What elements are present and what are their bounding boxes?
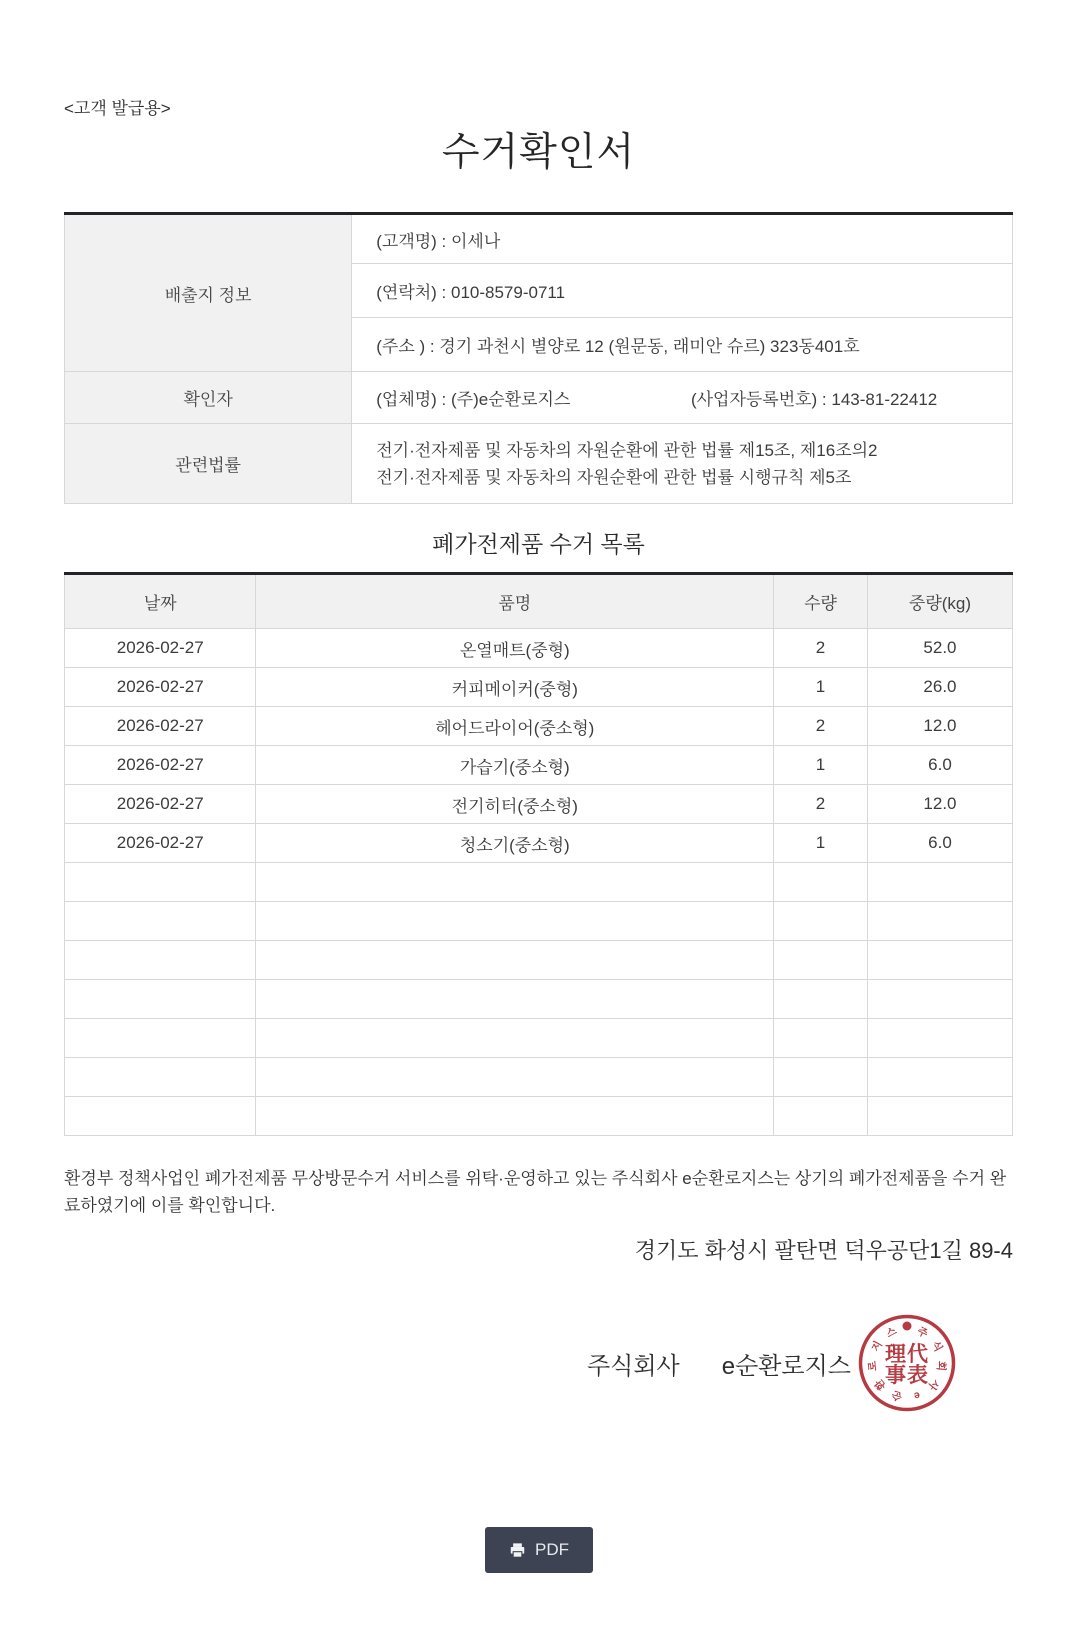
svg-text:지: 지: [869, 1339, 885, 1354]
svg-text:순: 순: [890, 1388, 904, 1403]
svg-text:사: 사: [925, 1376, 942, 1393]
svg-text:로: 로: [866, 1360, 880, 1372]
empty-row: [65, 863, 1013, 902]
date-cell: 2026-02-27: [65, 785, 256, 824]
weight-cell: 26.0: [867, 668, 1012, 707]
qty-cell: 1: [774, 746, 868, 785]
date-cell: 2026-02-27: [65, 824, 256, 863]
date-cell: 2026-02-27: [65, 746, 256, 785]
customer-name-cell: (고객명) : 이세나: [352, 214, 1013, 264]
confirmer-company-field: (업체명) : (주)e순환로지스: [376, 390, 571, 409]
empty-row: [65, 902, 1013, 941]
item-cell: 가습기(중소형): [256, 746, 774, 785]
info-label-confirmer: 확인자: [65, 372, 352, 424]
confirmation-statement: 환경부 정책사업인 폐가전제품 무상방문수거 서비스를 위탁·운영하고 있는 주식회사 e순환로지스는 상기의 폐가전제품을 수거 완료하였기에 이를 확인합니다.: [64, 1169, 1007, 1215]
item-cell: 청소기(중소형): [256, 824, 774, 863]
printer-icon: [508, 1541, 527, 1560]
empty-row: [65, 1019, 1013, 1058]
qty-cell: 2: [774, 707, 868, 746]
weight-cell: 6.0: [867, 746, 1012, 785]
table-row: [65, 372, 1013, 424]
stamp-center-line-1: 理代: [885, 1343, 929, 1366]
col-header-date: 날짜: [65, 574, 256, 629]
weight-cell: 12.0: [867, 707, 1012, 746]
svg-text:식: 식: [929, 1339, 945, 1354]
col-header-weight: 중량(kg): [867, 574, 1012, 629]
qty-cell: 2: [774, 785, 868, 824]
col-header-qty: 수량: [774, 574, 868, 629]
weight-cell: 52.0: [867, 629, 1012, 668]
law-line-1: 전기·전자제품 및 자동차의 자원순환에 관한 법률 제15조, 제16조의2: [376, 440, 878, 460]
collection-row: [65, 785, 1013, 824]
empty-row: [65, 1058, 1013, 1097]
date-cell: 2026-02-27: [65, 629, 256, 668]
empty-row: [65, 1097, 1013, 1136]
empty-row: [65, 941, 1013, 980]
col-header-item: 품명: [256, 574, 774, 629]
pdf-button-label: PDF: [535, 1540, 569, 1559]
date-cell: 2026-02-27: [65, 668, 256, 707]
table-row: [65, 424, 1013, 504]
page-title: 수거확인서: [441, 131, 636, 174]
item-cell: 전기히터(중소형): [256, 785, 774, 824]
discharge-info-table: [64, 212, 1013, 504]
document-body: [64, 94, 1013, 1573]
date-cell: 2026-02-27: [65, 707, 256, 746]
item-cell: 커피메이커(중형): [256, 668, 774, 707]
signature-row: [64, 1311, 1013, 1415]
collection-row: [65, 668, 1013, 707]
info-label-discharge: 배출지 정보: [65, 214, 352, 372]
doc-type-label: <고객 발급용>: [64, 99, 171, 118]
svg-text:회: 회: [934, 1360, 948, 1372]
collection-row: [65, 746, 1013, 785]
qty-cell: 2: [774, 629, 868, 668]
info-label-law: 관련법률: [65, 424, 352, 504]
business-number-field: (사업자등록번호) : 143-81-22412: [690, 390, 938, 409]
contact-cell: (연락처) : 010-8579-0711: [352, 264, 1013, 318]
collection-header-row: [65, 574, 1013, 629]
company-name: e순환로지스: [721, 1352, 851, 1380]
item-cell: 헤어드라이어(중소형): [256, 707, 774, 746]
pdf-download-button[interactable]: [485, 1527, 593, 1573]
svg-text:스: 스: [884, 1325, 899, 1341]
related-law-cell: [352, 424, 1013, 504]
table-row: [65, 214, 1013, 264]
company-seal-stamp-icon: [857, 1311, 957, 1415]
svg-text:e: e: [912, 1388, 922, 1403]
address-cell: (주소 ) : 경기 과천시 별양로 12 (원문동, 래미안 슈르) 323동401호: [352, 318, 1013, 372]
collection-list-table: [64, 572, 1013, 1136]
collection-row: [65, 707, 1013, 746]
qty-cell: 1: [774, 824, 868, 863]
weight-cell: 6.0: [867, 824, 1012, 863]
stamp-top-dot: [903, 1322, 912, 1331]
collection-row: [65, 824, 1013, 863]
item-cell: 온열매트(중형): [256, 629, 774, 668]
confirmer-cell: [352, 372, 1013, 424]
weight-cell: 12.0: [867, 785, 1012, 824]
svg-text:주: 주: [915, 1325, 930, 1341]
company-prefix: 주식회사: [586, 1352, 680, 1380]
stamp-center-line-2: 事表: [885, 1364, 929, 1387]
svg-text:환: 환: [872, 1376, 889, 1393]
law-line-2: 전기·전자제품 및 자동차의 자원순환에 관한 법률 시행규칙 제5조: [376, 467, 852, 487]
collection-section-title: 폐가전제품 수거 목록: [432, 531, 645, 557]
qty-cell: 1: [774, 668, 868, 707]
empty-row: [65, 980, 1013, 1019]
collection-row: [65, 629, 1013, 668]
company-address: 경기도 화성시 팔탄면 덕우공단1길 89-4: [634, 1238, 1013, 1263]
